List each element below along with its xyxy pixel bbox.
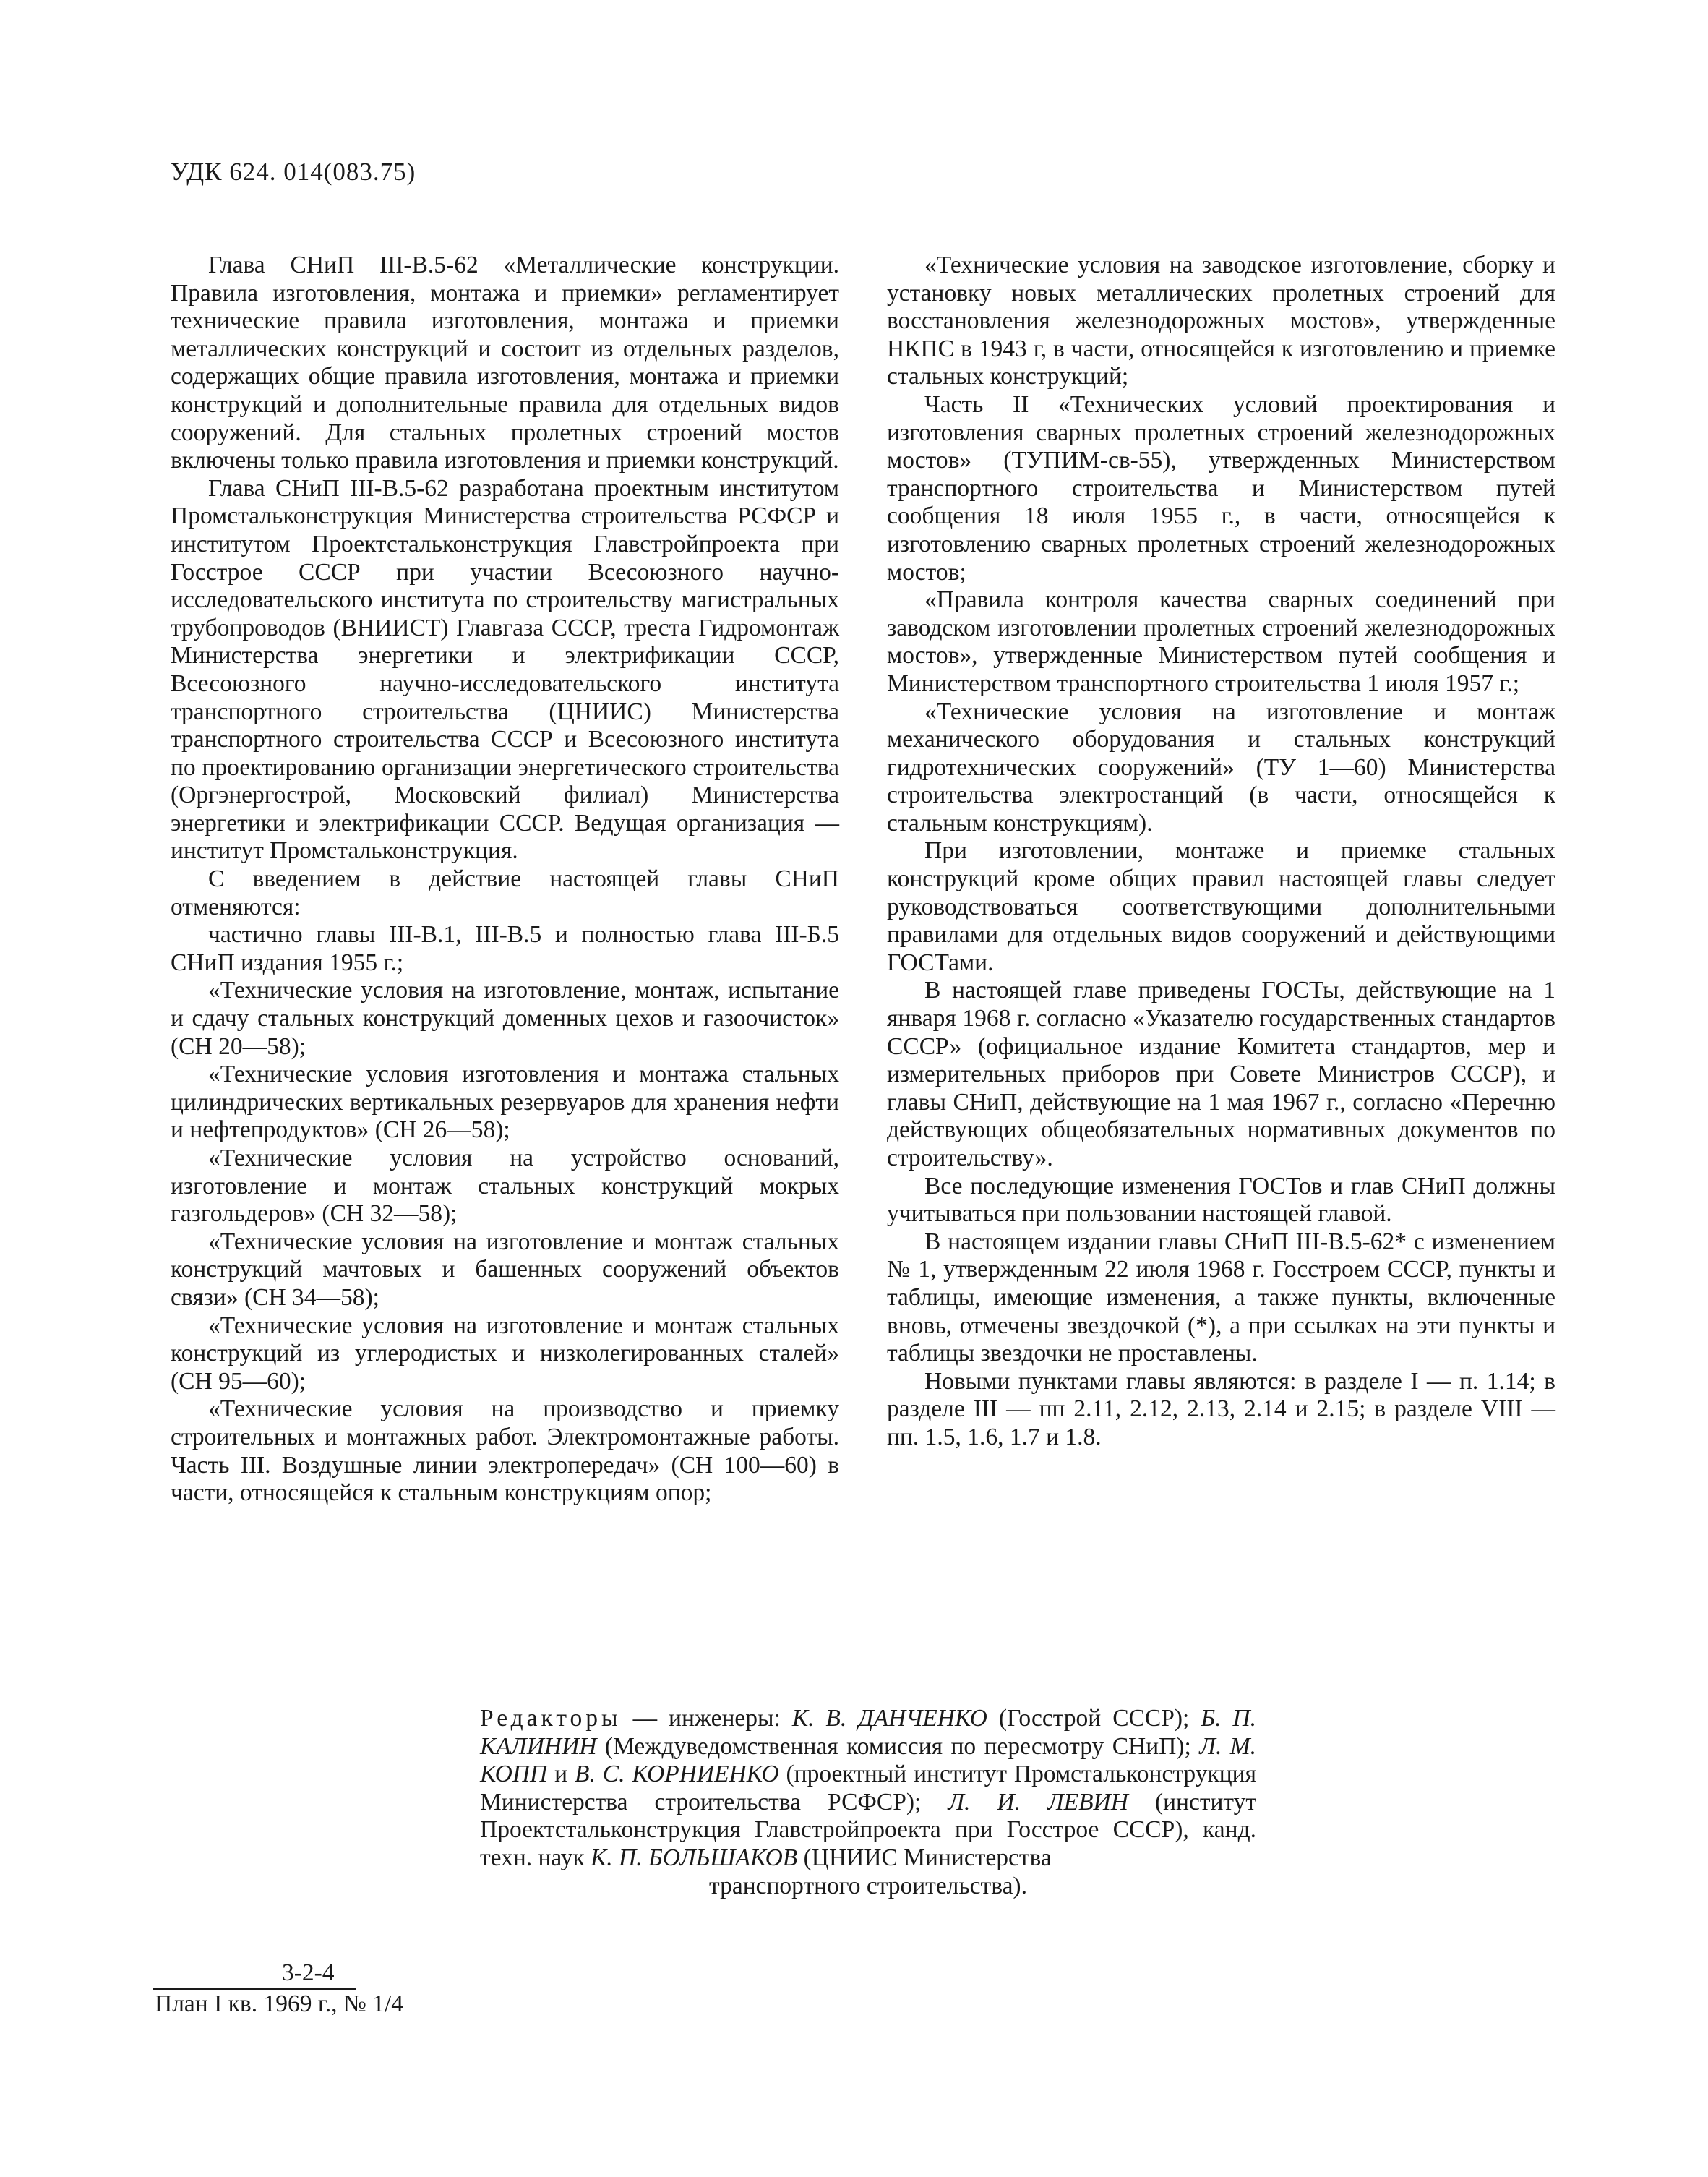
paragraph: частично главы III-В.1, III-В.5 и полностью глава III-Б.5 СНиП издания 1955 г.;: [171, 921, 839, 976]
editor-name: Л. М. КОПП: [480, 1732, 1257, 1788]
editor-name: Б. П. КАЛИНИН: [480, 1705, 1256, 1760]
editor-org: (ЦНИИС Министерства: [797, 1844, 1052, 1871]
udk-code: УДК 624. 014(083.75): [171, 158, 416, 186]
editor-org-last: транспортного строительства).: [709, 1872, 1027, 1899]
paragraph: Новыми пунктами главы являются: в разделе I — п. 1.14; в разделе III — пп 2.11, 2.12, 2.13, 2.14 и 2.15; в разделе VIII — пп. 1.5, 1.6, 1.7 и 1.8.: [887, 1367, 1555, 1450]
editors-credits: [480, 1705, 1256, 1900]
editors-text: — инженеры:: [621, 1705, 792, 1732]
paragraph: Глава СНиП III-В.5-62 разработана проектным институтом Промстальконструкция Министерства строительства РСФСР и институтом Проектстальконструкция Главстройпроекта при Госстрое СССР при участии Всесоюзного научно-исследовательского института по строительству магистральных трубопроводов (ВНИИСТ) Главгаза СССР, треста Гидромонтаж Министерства энергетики и электрификации СССР, Всесоюзного научно-исследовательского института транспортного строительства (ЦНИИС) Министерства транспортного строительства СССР и Всесоюзного института по проектированию организации энергетического строительства (Оргэнергострой, Московский филиал) Министерства энергетики и электрификации СССР. Ведущая организация — институт Промстальконструкция.: [171, 474, 839, 865]
publication-code: 3-2-4: [282, 1959, 335, 1986]
paragraph: «Технические условия на изготовление и монтаж стальных конструкций мачтовых и башенных сооружений объектов связи» (СН 34—58);: [171, 1228, 839, 1311]
publication-plan: План I кв. 1969 г., № 1/4: [155, 1990, 404, 2017]
editor-org: (институт Проектстальконструкция Главстройпроекта при Госстрое СССР), канд. техн. наук: [480, 1788, 1256, 1871]
editor-org: (Междуведомственная комиссия по пересмотру СНиП);: [596, 1732, 1200, 1760]
paragraph: Все последующие изменения ГОСТов и глав СНиП должны учитываться при пользовании настоящей главой.: [887, 1172, 1555, 1228]
divider: [153, 1988, 356, 1990]
paragraph: «Технические условия на заводское изготовление, сборку и установку новых металлических пролетных строений для восстановления железнодорожных мостов», утвержденные НКПС в 1943 г, в части, относящейся к изготовлению и приемке стальных конструкций;: [887, 252, 1555, 390]
right-column: [887, 252, 1555, 1452]
paragraph: «Технические условия на производство и приемку строительных и монтажных работ. Электромонтажные работы. Часть III. Воздушные линии электропередач» (СН 100—60) в части, относящейся к стальным конструкциям опор;: [171, 1395, 839, 1507]
editor-org: (Госстрой СССР);: [987, 1705, 1201, 1732]
paragraph: «Технические условия на изготовление и монтаж стальных конструкций из углеродистых и низколегированных сталей» (СН 95—60);: [171, 1312, 839, 1395]
paragraph: Часть II «Технических условий проектирования и изготовления сварных пролетных строений железнодорожных мостов» (ТУПИМ-св-55), утвержденных Министерством транспортного строительства и Министерством путей сообщения 18 июля 1955 г., в части, относящейся к изготовлению сварных пролетных строений железнодорожных мостов;: [887, 390, 1555, 586]
paragraph: С введением в действие настоящей главы СНиП отменяются:: [171, 865, 839, 920]
paragraph: «Технические условия изготовления и монтажа стальных цилиндрических вертикальных резервуаров для хранения нефти и нефтепродуктов» (СН 26—58);: [171, 1061, 839, 1144]
editors-text: и: [547, 1761, 575, 1788]
editor-org: (проектный институт Промстальконструкция Министерства строительства РСФСР);: [480, 1761, 1256, 1815]
paragraph: «Технические условия на устройство оснований, изготовление и монтаж стальных конструкций мокрых газгольдеров» (СН 32—58);: [171, 1145, 839, 1228]
editor-name: К. В. ДАНЧЕНКО: [791, 1705, 987, 1732]
paragraph: «Технические условия на изготовление и монтаж механического оборудования и стальных конструкций гидротехнических сооружений» (ТУ 1—60) Министерства строительства электростанций (в части, относящейся к стальным конструкциям).: [887, 698, 1555, 837]
editor-name: К. П. БОЛЬШАКОВ: [591, 1844, 798, 1871]
paragraph: «Правила контроля качества сварных соединений при заводском изготовлении пролетных строений железнодорожных мостов», утвержденные Министерством путей сообщения и Министерством транспортного строительства 1 июля 1957 г.;: [887, 586, 1555, 697]
paragraph: При изготовлении, монтаже и приемке стальных конструкций кроме общих правил настоящей главы следует руководствоваться соответствующими дополнительными правилами для отдельных видов сооружений и действующими ГОСТами.: [887, 837, 1555, 976]
editor-name: Л. И. ЛЕВИН: [948, 1788, 1128, 1815]
left-column: [171, 252, 839, 1507]
paragraph: Глава СНиП III-В.5-62 «Металлические конструкции. Правила изготовления, монтажа и приемки» регламентирует технические правила изготовления, монтажа и приемки металлических конструкций и состоит из отдельных разделов, содержащих общие правила изготовления, монтажа и приемки конструкций и дополнительные правила для отдельных видов сооружений. Для стальных пролетных строений мостов включены только правила изготовления и приемки конструкций.: [171, 252, 839, 474]
paragraph: В настоящей главе приведены ГОСТы, действующие на 1 января 1968 г. согласно «Указателю государственных стандартов СССР» (официальное издание Комитета стандартов, мер и измерительных приборов при Совете Министров СССР), и главы СНиП, действующие на 1 мая 1967 г., согласно «Перечню действующих общеобязательных нормативных документов по строительству».: [887, 977, 1555, 1171]
paragraph: «Технические условия на изготовление, монтаж, испытание и сдачу стальных конструкций доменных цехов и газоочисток» (СН 20—58);: [171, 977, 839, 1060]
paragraph: В настоящем издании главы СНиП III-В.5-62* с изменением № 1, утвержденным 22 июля 1968 г. Госстроем СССР, пункты и таблицы, имеющие изменения, а также пункты, включенные вновь, отмечены звездочкой (*), а при ссылках на эти пункты и таблицы звездочки не проставлены.: [887, 1228, 1555, 1367]
editor-name: В. С. КОРНИЕНКО: [575, 1761, 779, 1788]
editors-label: Редакторы: [480, 1705, 622, 1732]
